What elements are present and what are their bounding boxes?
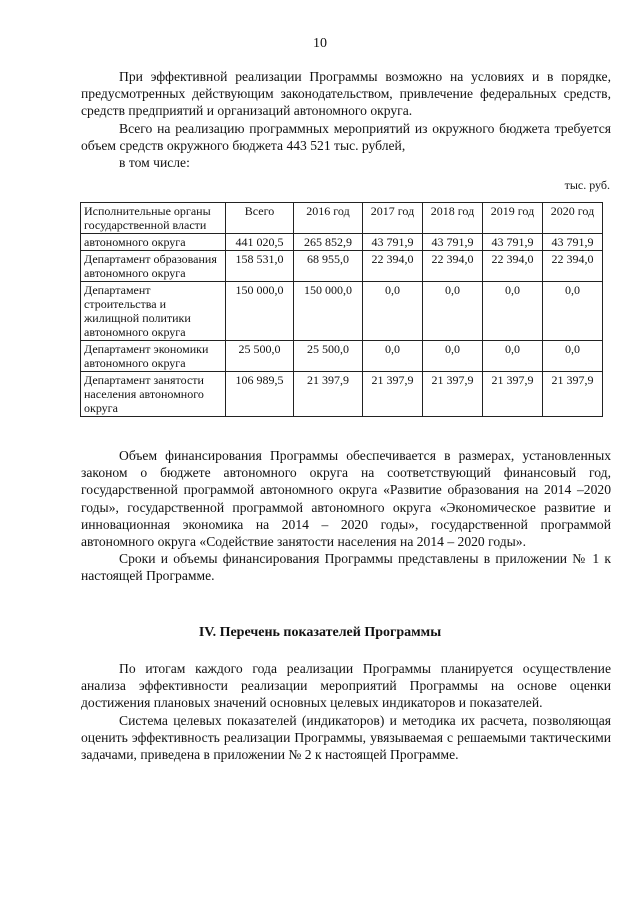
cell-2016: 21 397,9 bbox=[294, 372, 363, 417]
cell-2016: 25 500,0 bbox=[294, 341, 363, 372]
table-row bbox=[81, 372, 603, 417]
units-label: тыс. руб. bbox=[564, 178, 610, 192]
cell-2017: 43 791,9 bbox=[363, 234, 423, 251]
section-text bbox=[81, 660, 611, 763]
row-name: Департамент образования автономного округа bbox=[81, 251, 226, 282]
table-row bbox=[81, 282, 603, 341]
cell-2017: 0,0 bbox=[363, 282, 423, 341]
cell-total: 158 531,0 bbox=[226, 251, 294, 282]
cell-2019: 43 791,9 bbox=[483, 234, 543, 251]
cell-2019: 0,0 bbox=[483, 282, 543, 341]
cell-2017: 0,0 bbox=[363, 341, 423, 372]
cell-2018: 0,0 bbox=[423, 341, 483, 372]
table-header-row bbox=[81, 203, 603, 234]
cell-total: 441 020,5 bbox=[226, 234, 294, 251]
header-cell-total: Всего bbox=[226, 203, 294, 234]
table-row bbox=[81, 251, 603, 282]
header-cell-2018: 2018 год bbox=[423, 203, 483, 234]
cell-2018: 0,0 bbox=[423, 282, 483, 341]
after-table-text bbox=[81, 447, 611, 585]
page-number: 10 bbox=[313, 36, 327, 51]
funding-table bbox=[80, 202, 603, 417]
cell-2019: 21 397,9 bbox=[483, 372, 543, 417]
financing-paragraph: Объем финансирования Программы обеспечивается в размерах, установленных законом о бюджете автономного округа на соответствующий финансовый год, государственной программой автономного округа «Развитие образования на 2014 –2020 годы», государственной программой автономного округа «Экономическое развитие и инновационная экономика на 2014 – 2020 годы», государственной программой автономного округа «Содействие занятости населения на 2014 – 2020 годы». bbox=[81, 448, 611, 550]
deadlines-paragraph: Сроки и объемы финансирования Программы представлены в приложении № 1 к настоящей Программе. bbox=[81, 551, 611, 584]
indicators-paragraph: Система целевых показателей (индикаторов) и методика их расчета, позволяющая оценить эффективность реализации Программы, увязываемая с решаемыми тактическими задачами, приведена в приложении № 2 к настоящей Программе. bbox=[81, 712, 611, 763]
cell-2016: 150 000,0 bbox=[294, 282, 363, 341]
row-name: автономного округа bbox=[81, 234, 226, 251]
cell-2019: 0,0 bbox=[483, 341, 543, 372]
header-cell-organs: Исполнительные органы государственной власти bbox=[81, 203, 226, 234]
intro-text bbox=[81, 68, 611, 171]
cell-2017: 21 397,9 bbox=[363, 372, 423, 417]
analysis-paragraph: По итогам каждого года реализации Программы планируется осуществление анализа эффективности реализации мероприятий Программы на основе оценки достижения плановых значений основных целевых индикаторов и показателей. bbox=[81, 661, 611, 711]
header-cell-2019: 2019 год bbox=[483, 203, 543, 234]
cell-total: 106 989,5 bbox=[226, 372, 294, 417]
cell-2020: 0,0 bbox=[543, 341, 603, 372]
row-name: Департамент занятости населения автономного округа bbox=[81, 372, 226, 417]
header-cell-2016: 2016 год bbox=[294, 203, 363, 234]
cell-2019: 22 394,0 bbox=[483, 251, 543, 282]
cell-2020: 43 791,9 bbox=[543, 234, 603, 251]
intro-paragraph-1: При эффективной реализации Программы возможно на условиях и в порядке, предусмотренных действующим законодательством, привлечение федеральных средств, средств предприятий и организаций автономного округа. bbox=[81, 69, 611, 119]
header-cell-2017: 2017 год bbox=[363, 203, 423, 234]
cell-total: 25 500,0 bbox=[226, 341, 294, 372]
intro-paragraph-2: Всего на реализацию программных мероприятий из окружного бюджета требуется объем средств окружного бюджета 443 521 тыс. рублей, bbox=[81, 120, 611, 153]
cell-2018: 22 394,0 bbox=[423, 251, 483, 282]
cell-2018: 21 397,9 bbox=[423, 372, 483, 417]
cell-2020: 21 397,9 bbox=[543, 372, 603, 417]
cell-2020: 0,0 bbox=[543, 282, 603, 341]
cell-2016: 265 852,9 bbox=[294, 234, 363, 251]
cell-2020: 22 394,0 bbox=[543, 251, 603, 282]
row-name: Департамент экономики автономного округа bbox=[81, 341, 226, 372]
header-cell-2020: 2020 год bbox=[543, 203, 603, 234]
cell-2018: 43 791,9 bbox=[423, 234, 483, 251]
cell-total: 150 000,0 bbox=[226, 282, 294, 341]
intro-paragraph-3: в том числе: bbox=[119, 155, 190, 171]
table-row bbox=[81, 341, 603, 372]
section-heading: IV. Перечень показателей Программы bbox=[198, 625, 442, 640]
row-name: Департамент строительства и жилищной политики автономного округа bbox=[81, 282, 226, 341]
cell-2016: 68 955,0 bbox=[294, 251, 363, 282]
cell-2017: 22 394,0 bbox=[363, 251, 423, 282]
table-row bbox=[81, 234, 603, 251]
